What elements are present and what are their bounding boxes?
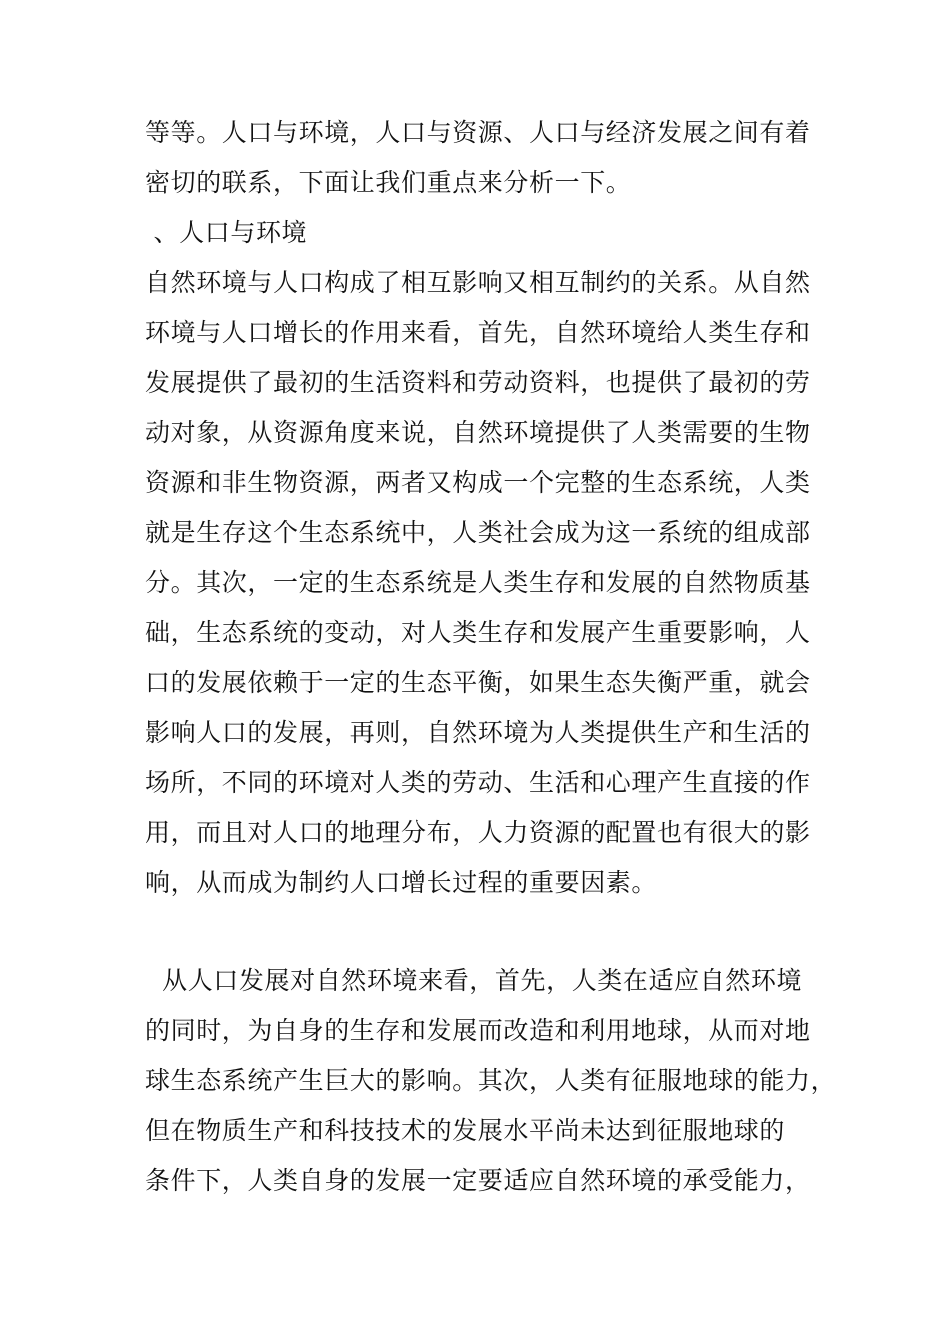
paragraph-line: 但在物质生产和科技技术的发展水平尚未达到征服地球的 <box>145 1116 786 1145</box>
paragraph-line: 分。其次，一定的生态系统是人类生存和发展的自然物质基 <box>145 568 811 597</box>
paragraph-line: 就是生存这个生态系统中，人类社会成为这一系统的组成部 <box>145 518 811 547</box>
paragraph-line: 资源和非生物资源，两者又构成一个完整的生态系统，人类 <box>145 468 811 497</box>
paragraph-line: 密切的联系，下面让我们重点来分析一下。 <box>145 168 632 197</box>
paragraph-line: 环境与人口增长的作用来看，首先，自然环境给人类生存和 <box>145 318 811 347</box>
paragraph-line: 础，生态系统的变动，对人类生存和发展产生重要影响，人 <box>145 618 811 647</box>
paragraph-line: 口的发展依赖于一定的生态平衡，如果生态失衡严重，就会 <box>145 668 811 697</box>
paragraph-line: 影响人口的发展，再则，自然环境为人类提供生产和生活的 <box>145 718 811 747</box>
paragraph-line: 用，而且对人口的地理分布，人力资源的配置也有很大的影 <box>145 818 811 847</box>
paragraph-line: 等等。人口与环境，人口与资源、人口与经济发展之间有着 <box>145 118 811 147</box>
paragraph-line: 自然环境与人口构成了相互影响又相互制约的关系。从自然 <box>145 268 811 297</box>
paragraph-line: 从人口发展对自然环境来看，首先，人类在适应自然环境 <box>145 966 803 995</box>
section-heading: 、人口与环境 <box>145 218 308 247</box>
paragraph-line: 球生态系统产生巨大的影响。其次，人类有征服地球的能力， <box>145 1066 837 1095</box>
paragraph-line: 动对象，从资源角度来说，自然环境提供了人类需要的生物 <box>145 418 811 447</box>
paragraph-line: 的同时，为自身的生存和发展而改造和利用地球，从而对地 <box>145 1016 811 1045</box>
paragraph-line: 发展提供了最初的生活资料和劳动资料，也提供了最初的劳 <box>145 368 811 397</box>
paragraph-line: 场所，不同的环境对人类的劳动、生活和心理产生直接的作 <box>145 768 811 797</box>
paragraph-line: 条件下，人类自身的发展一定要适应自然环境的承受能力， <box>145 1166 811 1195</box>
paragraph-line: 响，从而成为制约人口增长过程的重要因素。 <box>145 868 658 897</box>
